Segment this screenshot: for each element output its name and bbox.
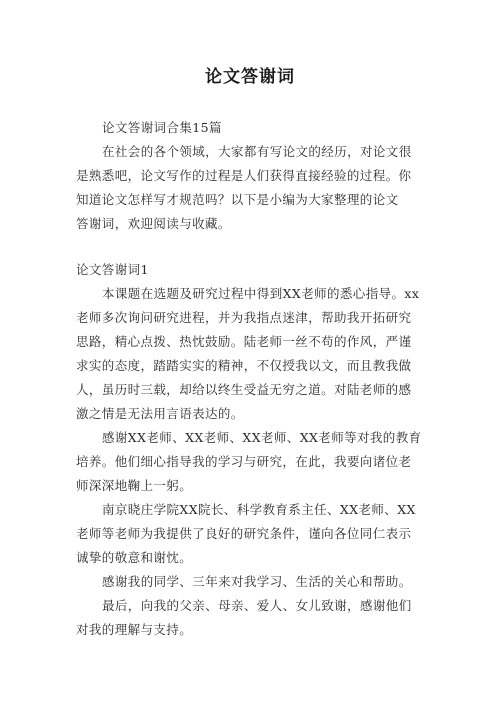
paragraph-line: 最后，向我的父亲、母亲、爱人、女儿致谢，感谢他们 — [102, 598, 412, 613]
intro-line: 答谢词，欢迎阅读与收藏。 — [76, 216, 231, 231]
paragraph-line: 激之情是无法用言语表达的。 — [76, 406, 244, 421]
intro-line: 在社会的各个领域，大家都有写论文的经历，对论文很 — [102, 144, 412, 159]
paragraph-line: 诚挚的敬意和谢忱。 — [76, 550, 193, 565]
paragraph-line: 老师等老师为我提供了良好的研究条件，谨向各位同仁表示 — [76, 526, 412, 541]
paragraph-line: 思路，精心点拨、热忱鼓励。陆老师一丝不苟的作风，严谨 — [76, 334, 412, 349]
intro-block — [76, 116, 428, 236]
paragraph-line: 感谢XX老师、XX老师、XX老师、XX老师等对我的教育 — [102, 430, 422, 445]
paragraph-line: 培养。他们细心指导我的学习与研究，在此，我要向诸位老 — [76, 454, 412, 469]
paragraph-line: 人，虽历时三载，却给以终生受益无穷之道。对陆老师的感 — [76, 382, 412, 397]
section-heading: 论文答谢词1 — [76, 262, 149, 277]
section-1 — [76, 258, 428, 642]
paragraph-line: 感谢我的同学、三年来对我学习、生活的关心和帮助。 — [102, 574, 412, 589]
paragraph-line: 老师多次询问研究进程，并为我指点迷津，帮助我开拓研究 — [76, 310, 412, 325]
paragraph-line: 对我的理解与支持。 — [76, 622, 193, 637]
intro-line: 知道论文怎样写才规范吗？以下是小编为大家整理的论文 — [76, 192, 399, 207]
paragraph-line: 求实的态度，踏踏实实的精神，不仅授我以文，而且教我做 — [76, 358, 412, 373]
paragraph-line: 本课题在选题及研究过程中得到XX老师的悉心指导。xx — [102, 286, 420, 301]
document-title: 论文答谢词 — [205, 67, 295, 87]
intro-heading: 论文答谢词合集15篇 — [102, 120, 222, 135]
paragraph-line: 师深深地鞠上一躬。 — [76, 478, 193, 493]
paragraph-line: 南京晓庄学院XX院长、科学教育系主任、XX老师、XX — [102, 502, 416, 517]
intro-line: 是熟悉吧，论文写作的过程是人们获得直接经验的过程。你 — [76, 168, 412, 183]
